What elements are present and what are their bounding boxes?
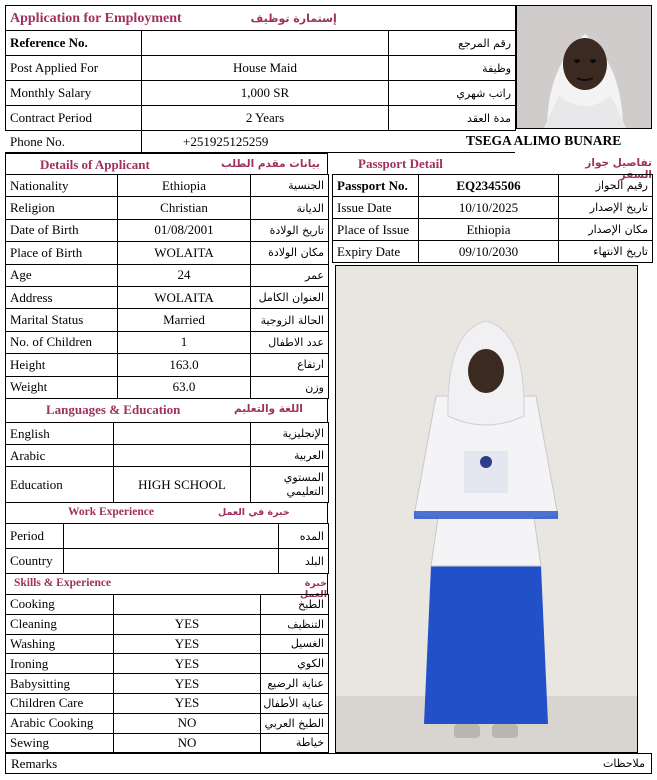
- languages-title-ar: اللغة والتعليم: [234, 403, 303, 415]
- passport-row: [333, 175, 653, 197]
- form-title: Application for Employment: [10, 10, 182, 26]
- detail-label-ar: الجنسية: [251, 175, 329, 197]
- detail-label-ar: العنوان الكامل: [251, 286, 329, 308]
- skill-value: YES: [114, 634, 261, 654]
- detail-label-ar: تاريخ الولادة: [251, 219, 329, 241]
- detail-label: Marital Status: [6, 309, 118, 331]
- education-label-ar: المستوي التعليمي: [251, 467, 329, 503]
- passport-title-ar: تفاصيل جواز السفر: [585, 157, 652, 181]
- full-body-photo: [335, 265, 638, 753]
- passport-row: [333, 197, 653, 219]
- passport-label-ar: مكان الإصدار: [559, 219, 653, 241]
- remarks-label-ar: ملاحظات: [603, 757, 645, 770]
- contract-row: [6, 106, 516, 131]
- skill-label: Ironing: [6, 654, 114, 674]
- passport-label-ar: رقيم الجواز: [559, 175, 653, 197]
- skill-value: NO: [114, 733, 261, 753]
- skill-label: Babysitting: [6, 674, 114, 694]
- detail-row: [6, 331, 329, 353]
- headshot-photo: [516, 5, 652, 129]
- detail-row: [6, 286, 329, 308]
- work-table: [5, 523, 329, 574]
- post-value: House Maid: [142, 56, 389, 81]
- passport-header: [332, 153, 652, 181]
- education-label: Education: [6, 467, 114, 503]
- post-row: [6, 56, 516, 81]
- education-value: HIGH SCHOOL: [114, 467, 251, 503]
- passport-title: Passport Detail: [358, 156, 443, 171]
- skills-title-ar: خبرة العمل: [299, 578, 327, 600]
- skill-row: [6, 674, 329, 694]
- detail-row: [6, 197, 329, 219]
- contract-value: 2 Years: [142, 106, 389, 131]
- reference-label: Reference No.: [6, 31, 142, 56]
- passport-row: [333, 219, 653, 241]
- english-value: [114, 423, 251, 445]
- salary-label-ar: راتب شهري: [389, 81, 516, 106]
- details-title: Details of Applicant: [40, 157, 150, 172]
- phone-label: Phone No.: [10, 134, 65, 149]
- skill-label-ar: الغسيل: [261, 634, 329, 654]
- country-row: [6, 549, 329, 574]
- detail-label-ar: عمر: [251, 264, 329, 286]
- detail-label-ar: الحالة الزوجية: [251, 309, 329, 331]
- passport-value: 09/10/2030: [419, 241, 559, 263]
- phone-row: [5, 131, 515, 153]
- skill-row: [6, 595, 329, 615]
- contract-label-ar: مدة العقد: [389, 106, 516, 131]
- top-table: [5, 5, 516, 131]
- detail-value: 163.0: [118, 354, 251, 376]
- passport-label: Passport No.: [333, 175, 419, 197]
- detail-value: 1: [118, 331, 251, 353]
- skill-label-ar: الطبخ العربي: [261, 713, 329, 733]
- passport-label: Issue Date: [333, 197, 419, 219]
- education-row: [6, 467, 329, 503]
- detail-value: WOLAITA: [118, 286, 251, 308]
- salary-row: [6, 81, 516, 106]
- english-label: English: [6, 423, 114, 445]
- skill-label-ar: خياطة: [261, 733, 329, 753]
- detail-label: Address: [6, 286, 118, 308]
- period-row: [6, 524, 329, 549]
- skill-value: YES: [114, 614, 261, 634]
- country-value: [64, 549, 279, 574]
- skill-row: [6, 713, 329, 733]
- form-title-ar: إستمارة توظيف: [250, 11, 337, 25]
- remarks-row: [5, 753, 652, 774]
- detail-label-ar: عدد الاطفال: [251, 331, 329, 353]
- passport-value: 10/10/2025: [419, 197, 559, 219]
- detail-row: [6, 175, 329, 197]
- work-header: [5, 502, 328, 523]
- languages-table: [5, 422, 329, 503]
- detail-value: 63.0: [118, 376, 251, 398]
- work-title-ar: خبرة في العمل: [218, 507, 290, 518]
- skills-table: [5, 594, 329, 753]
- applicant-name: TSEGA ALIMO BUNARE: [466, 133, 622, 148]
- work-title: Work Experience: [68, 506, 154, 518]
- post-label-ar: وظيفة: [389, 56, 516, 81]
- contract-label: Contract Period: [6, 106, 142, 131]
- skill-value: YES: [114, 674, 261, 694]
- details-header: [5, 153, 328, 174]
- detail-value: 01/08/2001: [118, 219, 251, 241]
- country-label-ar: البلد: [279, 549, 329, 574]
- reference-label-ar: رقم المرجع: [389, 31, 516, 56]
- detail-row: [6, 376, 329, 398]
- passport-label: Expiry Date: [333, 241, 419, 263]
- detail-label-ar: الديانة: [251, 197, 329, 219]
- salary-label: Monthly Salary: [6, 81, 142, 106]
- arabic-row: [6, 445, 329, 467]
- reference-value: [142, 31, 389, 56]
- skill-row: [6, 733, 329, 753]
- skill-label: Arabic Cooking: [6, 713, 114, 733]
- detail-value: Ethiopia: [118, 175, 251, 197]
- passport-label: Place of Issue: [333, 219, 419, 241]
- detail-label: No. of Children: [6, 331, 118, 353]
- detail-label: Date of Birth: [6, 219, 118, 241]
- skill-label: Cooking: [6, 595, 114, 615]
- detail-label: Religion: [6, 197, 118, 219]
- detail-label: Place of Birth: [6, 242, 118, 264]
- arabic-label-ar: العربية: [251, 445, 329, 467]
- skills-header: [5, 573, 328, 600]
- detail-label-ar: وزن: [251, 376, 329, 398]
- detail-label: Height: [6, 354, 118, 376]
- full-body-image: [336, 266, 638, 753]
- skill-value: YES: [114, 654, 261, 674]
- detail-label-ar: ارتفاع: [251, 354, 329, 376]
- remarks-label: Remarks: [11, 756, 58, 771]
- english-row: [6, 423, 329, 445]
- skill-value: [114, 595, 261, 615]
- post-label: Post Applied For: [6, 56, 142, 81]
- detail-label-ar: مكان الولادة: [251, 242, 329, 264]
- detail-row: [6, 219, 329, 241]
- skill-row: [6, 654, 329, 674]
- salary-value: 1,000 SR: [142, 81, 389, 106]
- detail-value: Married: [118, 309, 251, 331]
- detail-value: Christian: [118, 197, 251, 219]
- period-label-ar: المده: [279, 524, 329, 549]
- skill-row: [6, 634, 329, 654]
- detail-row: [6, 242, 329, 264]
- passport-label-ar: تاريخ الانتهاء: [559, 241, 653, 263]
- detail-row: [6, 354, 329, 376]
- skill-label: Washing: [6, 634, 114, 654]
- arabic-label: Arabic: [6, 445, 114, 467]
- detail-label: Age: [6, 264, 118, 286]
- detail-label: Nationality: [6, 175, 118, 197]
- languages-title: Languages & Education: [46, 402, 181, 417]
- english-label-ar: الإنجليزية: [251, 423, 329, 445]
- skill-value: YES: [114, 693, 261, 713]
- skills-title: Skills & Experience: [14, 577, 112, 589]
- detail-row: [6, 264, 329, 286]
- skill-label: Sewing: [6, 733, 114, 753]
- skill-label-ar: التنظيف: [261, 614, 329, 634]
- detail-value: 24: [118, 264, 251, 286]
- headshot-image: [517, 6, 652, 129]
- detail-value: WOLAITA: [118, 242, 251, 264]
- title-row: [6, 6, 516, 31]
- details-table: [5, 174, 329, 399]
- detail-row: [6, 309, 329, 331]
- skill-label-ar: الطبخ: [261, 595, 329, 615]
- skill-label: Cleaning: [6, 614, 114, 634]
- period-label: Period: [6, 524, 64, 549]
- languages-header: [5, 398, 328, 422]
- skill-label-ar: الكوي: [261, 654, 329, 674]
- country-label: Country: [6, 549, 64, 574]
- skill-row: [6, 614, 329, 634]
- skill-row: [6, 693, 329, 713]
- skill-label-ar: عناية الرضيع: [261, 674, 329, 694]
- skill-label: Children Care: [6, 693, 114, 713]
- skill-value: NO: [114, 713, 261, 733]
- phone-value: +251925125259: [183, 134, 269, 149]
- skill-label-ar: عناية الأطفال: [261, 693, 329, 713]
- arabic-value: [114, 445, 251, 467]
- details-title-ar: بيانات مقدم الطلب: [221, 158, 320, 170]
- passport-table: [332, 174, 653, 263]
- passport-value: Ethiopia: [419, 219, 559, 241]
- period-value: [64, 524, 279, 549]
- passport-row: [333, 241, 653, 263]
- passport-value: EQ2345506: [419, 175, 559, 197]
- detail-label: Weight: [6, 376, 118, 398]
- passport-label-ar: تاريخ الإصدار: [559, 197, 653, 219]
- reference-row: [6, 31, 516, 56]
